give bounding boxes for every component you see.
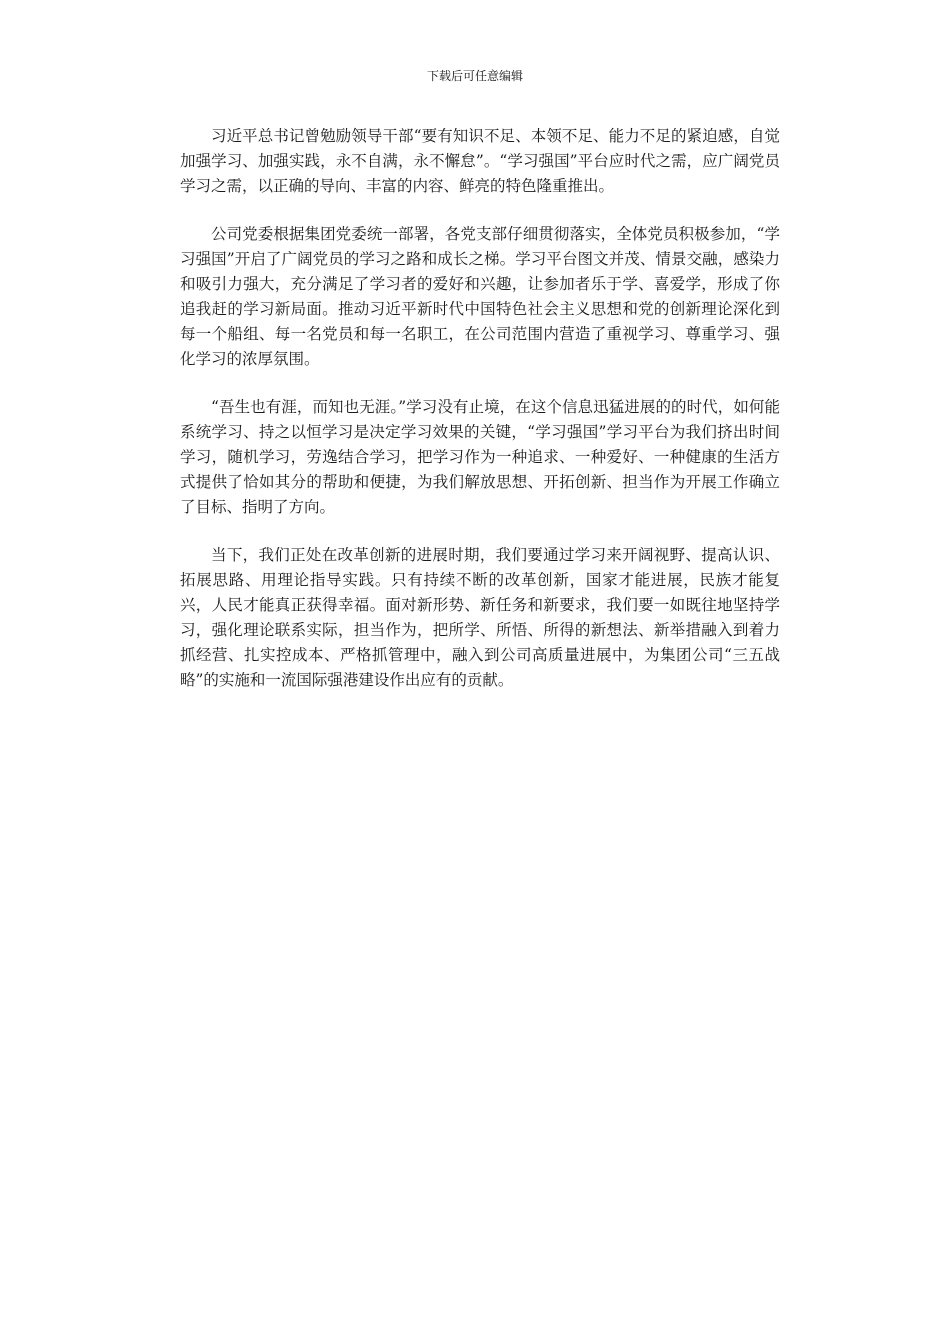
page-header: 下载后可任意编辑 [426, 69, 523, 83]
paragraph-2: 公司党委根据集团党委统一部署，各党支部仔细贯彻落实，全体党员积极参加，“学习强国”开启了广阔党员的学习之路和成长之梯。学习平台图文并茂、情景交融，感染力和吸引力强大，充分满足了学习者的爱好和兴趣，让参加者乐于学、喜爱学，形成了你追我赶的学习新局面。推动习近平新时代中国特色社会主义思想和党的创新理论深化到每一个船组、每一名党员和每一名职工，在公司范围内营造了重视学习、尊重学习、强化学习的浓厚氛围。 [180, 225, 780, 368]
paragraph-3: “吾生也有涯，而知也无涯。”学习没有止境，在这个信息迅猛进展的的时代，如何能系统学习、持之以恒学习是决定学习效果的关键，“学习强国”学习平台为我们挤出时间学习，随机学习，劳逸结合学习，把学习作为一种追求、一种爱好、一种健康的生活方式提供了恰如其分的帮助和便捷，为我们解放思想、开拓创新、担当作为开展工作确立了目标、指明了方向。 [180, 398, 780, 516]
document-body [180, 124, 780, 716]
paragraph-1: 习近平总书记曾勉励领导干部“要有知识不足、本领不足、能力不足的紧迫感，自觉加强学习、加强实践，永不自满，永不懈怠”。“学习强国”平台应时代之需，应广阔党员学习之需，以正确的导向、丰富的内容、鲜亮的特色隆重推出。 [180, 127, 780, 195]
paragraph-4: 当下，我们正处在改革创新的进展时期，我们要通过学习来开阔视野、提高认识、拓展思路、用理论指导实践。只有持续不断的改革创新，国家才能进展，民族才能复兴，人民才能真正获得幸福。面对新形势、新任务和新要求，我们要一如既往地坚持学习，强化理论联系实际，担当作为，把所学、所悟、所得的新想法、新举措融入到着力抓经营、扎实控成本、严格抓管理中，融入到公司高质量进展中，为集团公司“三五战略”的实施和一流国际强港建设作出应有的贡献。 [180, 546, 780, 689]
